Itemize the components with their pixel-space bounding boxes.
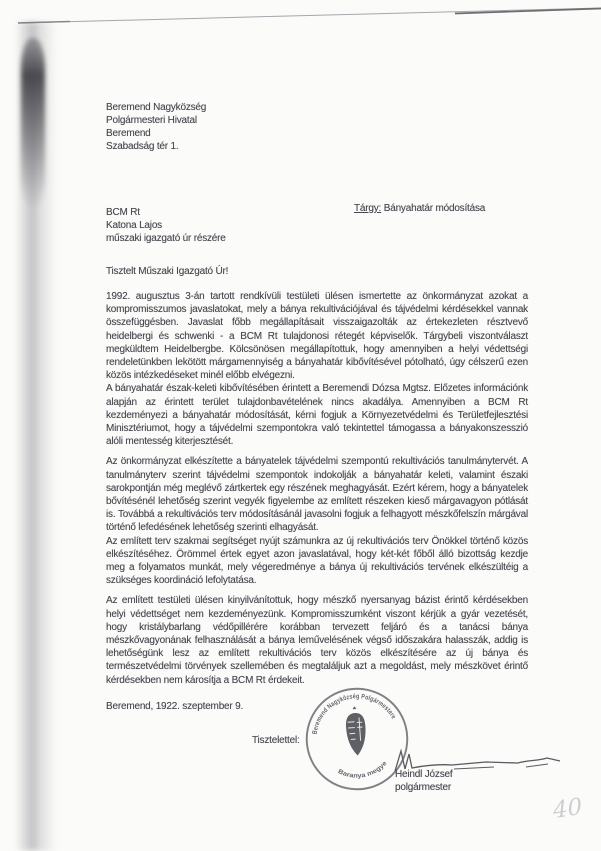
paragraph: Az említett testületi ülésen kinyilvánítottuk, hogy mészkő nyersanyag bázist érintő kérdésekben helyi védettséget nem kezdeményezünk. Kompromisszumként viszont kérjük a gyár vezetését, hogy kristálybarlang védőpillérére korábban tervezett feljáró és a tanácsi bánya mészkővagyonának felhasználását a bánya leművelésének végső időszakára halasszák, addig is lehetőségünk lesz az említett rekultivációs terv közös elkészítésére az új bánya és természetvédelmi törvények szellemében és megtaláljuk azt a megoldást, mely mészkövet érintő kérdésekben nem károsítja a BCM Rt érdekeit. [106, 595, 528, 686]
sender-address-block [106, 101, 206, 153]
paragraph: Az említett terv szakmai segítséget nyújt számunkra az új rekultivációs terv Önökkel történő közös elkészítéséhez. Örömmel értek egyet azon javaslatával, hogy két-két főből álló bizottság kezdje meg a folyamatos munkát, mely végeredménye a bánya új rekultivációs tervének elkészültéig a szükséges koordináció lefolytatása. [106, 535, 528, 587]
signature-stroke [454, 767, 494, 769]
letter-body [106, 290, 528, 687]
sender-line: Beremend [106, 128, 151, 139]
paragraph: 1992. augusztus 3-án tartott rendkívüli testületi ülésen ismertette az önkormányzat azokat a kompromisszumos javaslatokat, mely a bánya rekultivációjával és tájvédelmi kérdésekkel vannak összefüggésben. Javaslat főbb megállapításait visszaigazolták az értekezleten résztvevő heidelbergi és schwenki - a BCM Rt tulajdonosi rétegét képviselők. Tárgybeli viszontválaszt megküldtem Heidelbergbe. Kölcsönösen megállapítottuk, hogy amennyiben a helyi védettségi rendeletünkben lekötött márgamennyiség a bányahatár kibővítésével pótolható, úgy célszerű ezen közös intézkedéseket minél előbb elvégezni. [106, 291, 528, 382]
sender-line: Polgármesteri Hivatal [106, 115, 197, 126]
paragraph: A bányahatár észak-keleti kibővítésében érintett a Beremendi Dózsa Mgtsz. Előzetes információnk alapján az érintett terület tulajdonbavételének nincs akadálya. Amennyiben a BCM Rt kezdeményezi a bányahatár módosítását, kérni fogjuk a Környezetvédelmi és Területfejlesztési Minisztériumot, hogy a tájvédelmi szempontokra való tekintettel támogassa a bányakonszesszió alóli mentesség kiterjesztését. [106, 383, 528, 448]
closing: Tisztelettel: [252, 735, 300, 746]
pencil-note: 40 [552, 793, 584, 825]
recipient-line: Katona Lajos [106, 220, 162, 231]
subject-label: Tárgy: [354, 203, 382, 214]
sender-line: Beremend Nagyközség [106, 102, 207, 113]
sender-line: Szabadság tér 1. [106, 141, 179, 152]
recipient-line: BCM Rt [106, 207, 140, 218]
paragraph: Az önkormányzat elkészítette a bányatelek tájvédelmi szempontú rekultivációs tanulmánytervét. A tanulmányterv szerint tájvédelmi szempontok indokolják a bányahatár keleti, valamint északi sarokpontján még meglévő zártkertek egy részének meghagyását. Ezért kérem, hogy a bányatelek bővítésénél lehetőség szerint vegyék figyelembe az említett részeken kieső márgavagyon pótlását is. Továbbá a rekultivációs terv módosításánál javasolni fogjuk a felhagyott mészkőfelszín márgával történő lefedésének lehetőség szerinti elhagyását. [106, 456, 528, 534]
recipient-line: műszaki igazgató úr részére [106, 233, 226, 244]
recipient-block [106, 206, 226, 245]
signer-name: Heindl József [395, 769, 453, 780]
coat-of-arms-icon [345, 706, 368, 757]
signer-title: polgármester [395, 782, 451, 793]
salutation: Tisztelt Műszaki Igazgató Úr! [106, 266, 229, 277]
paper-top-edge-line [0, 0, 601, 30]
signature-stroke [526, 764, 548, 767]
dateline: Beremend, 1922. szeptember 9. [106, 701, 244, 712]
subject-line [354, 202, 485, 215]
stamp-bottom-text: Baranya megye [336, 760, 389, 780]
stamp-top-text: Beremend Nagyközség Polgármestere [311, 693, 398, 735]
scan-shadow-left-dark [21, 38, 45, 208]
subject-value: Bányahatár módosítása [383, 203, 486, 214]
signer-block [395, 768, 452, 794]
